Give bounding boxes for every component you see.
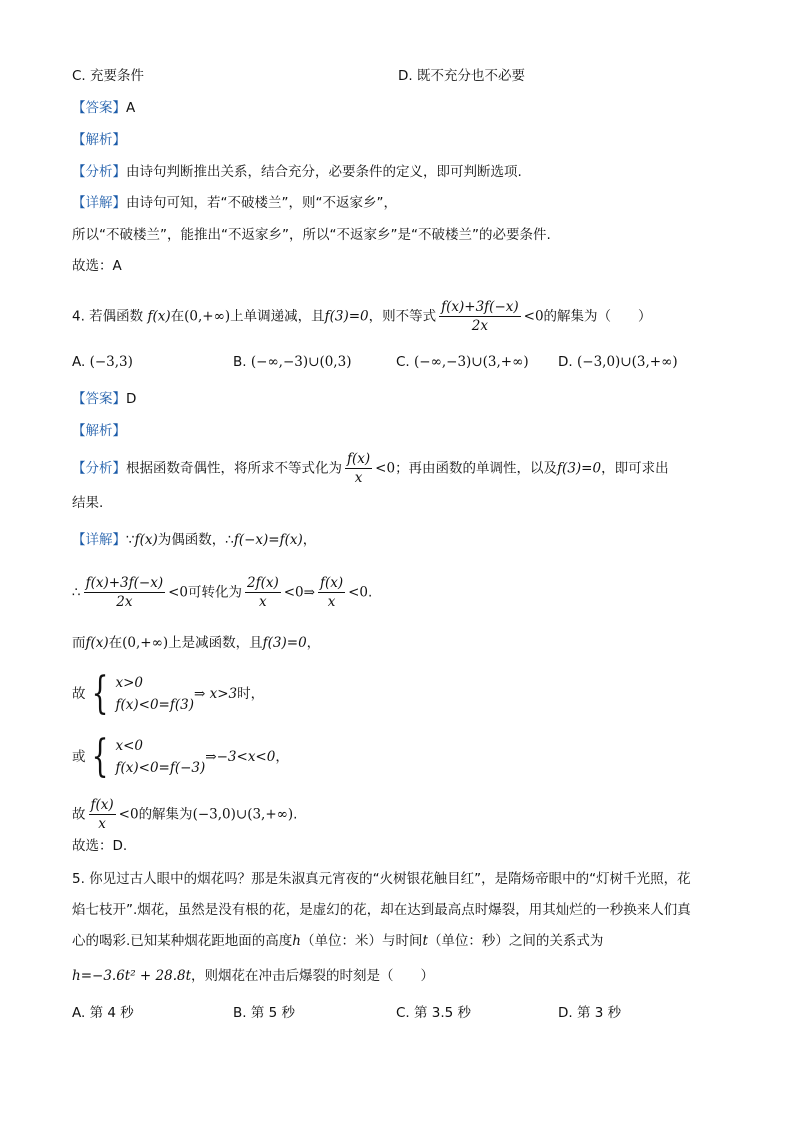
- option-letter: A.: [72, 354, 86, 370]
- xj1-fx: f(x): [134, 532, 158, 548]
- q4-fenxi: [72, 450, 669, 487]
- q5-l3-b: （单位：米）与时间: [301, 933, 423, 949]
- xiangjie-text-1: 由诗句可知，若“不破楼兰”，则“不返家乡”，: [126, 195, 397, 211]
- fraction-numerator: f(x): [347, 451, 371, 467]
- fraction-numerator: 2f(x): [247, 575, 279, 591]
- left-brace: {: [91, 668, 108, 719]
- case1-implies: ⇒ x>3: [193, 686, 238, 702]
- q4-fx: f(x): [147, 308, 171, 325]
- q5-l3-c: （单位：秒）之间的关系式为: [427, 933, 604, 949]
- q4-stem-d: ，则不等式: [368, 308, 437, 325]
- q5-option-a: A. 第 4 秒: [72, 1005, 134, 1021]
- left-brace: {: [91, 731, 108, 782]
- fraction-denominator: x: [98, 816, 106, 832]
- q4-stem-a: 4. 若偶函数: [72, 308, 144, 325]
- q5-option-b: B. 第 5 秒: [233, 1005, 296, 1021]
- therefore-symbol: ∴: [72, 584, 81, 601]
- xj3-text-b: 在: [108, 635, 123, 651]
- q5-equation: h=−3.6t² + 28.8t: [72, 968, 192, 984]
- case2-implies: ⇒−3<x<0: [205, 749, 276, 765]
- xiangjie-label: 【详解】: [72, 195, 126, 211]
- fraction-numerator: f(x): [90, 797, 114, 813]
- xj2-end: .: [368, 584, 373, 601]
- case2-row-2: f(x)<0=f(−3): [115, 760, 206, 776]
- q4-option-c: [396, 352, 529, 372]
- xj2-rhs-1: <0: [168, 584, 188, 601]
- q4-inequality-fraction: [439, 298, 521, 335]
- fenxi-fraction: [345, 450, 372, 487]
- case1-rows: [116, 672, 194, 716]
- xj3-f3: f(3)=0: [262, 635, 307, 651]
- q4-xiangjie-1: [72, 530, 316, 550]
- q3-option-c: C. 充要条件: [72, 68, 145, 84]
- xiangjie-label: 【详解】: [72, 532, 126, 548]
- q4-stem-b: 在: [170, 308, 185, 325]
- fraction-denominator: x: [354, 470, 363, 486]
- sol-set: (−3,0)∪(3,+∞): [192, 806, 294, 823]
- q4-xiangjie-2: [72, 574, 372, 611]
- q5-h: h: [292, 933, 301, 949]
- sol-fraction: [89, 796, 116, 833]
- fenxi-rhs: <0: [375, 460, 396, 477]
- q4-option-d: [558, 352, 678, 372]
- answer-value: D: [126, 391, 137, 407]
- xj1-eq: f(−x)=f(x): [233, 532, 303, 548]
- option-letter: C.: [396, 354, 410, 370]
- q4-answer: [72, 389, 136, 409]
- q4-stem: [72, 298, 652, 335]
- q4-ineq-rhs: <0: [523, 308, 544, 325]
- because-symbol: ∵: [126, 532, 135, 548]
- option-value: (−3,3): [89, 354, 133, 370]
- q3-xiangjie: [72, 193, 397, 213]
- q4-solution-set: [72, 796, 297, 833]
- option-value: (−∞,−3)∪(3,+∞): [414, 354, 529, 370]
- case1-system: [86, 668, 194, 719]
- q4-stem-e: 的解集为（ ）: [543, 308, 652, 325]
- fenxi-label: 【分析】: [72, 164, 126, 180]
- q5-line-2: 焰七枝开”.烟花，虽然是没有根的花，是虚幻的花，却在达到最高点时爆裂，用其灿烂的一秒换来人们真: [72, 902, 691, 918]
- fraction-denominator: x: [259, 594, 267, 610]
- case2-row-1: x<0: [115, 738, 144, 754]
- fraction-denominator: 2x: [116, 594, 133, 610]
- xj3-text-a: 而: [72, 635, 86, 651]
- q3-option-d: D. 既不充分也不必要: [398, 68, 525, 84]
- xj2-fraction-2: [245, 574, 281, 611]
- case1-end: 时，: [237, 686, 265, 702]
- case2-pre: 或: [72, 749, 86, 765]
- answer-label: 【答案】: [72, 100, 126, 116]
- q4-choose: 故选：D.: [72, 838, 128, 854]
- case1-row-2: f(x)<0=f(3): [115, 697, 194, 713]
- q4-xiangjie-3: [72, 633, 320, 653]
- xj3-fx: f(x): [85, 635, 109, 651]
- option-value: (−∞,−3)∪(0,3): [250, 354, 352, 370]
- fenxi-text-b: ；再由函数的单调性，以及: [395, 460, 558, 477]
- option-value: (−3,0)∪(3,+∞): [576, 354, 678, 370]
- answer-value: A: [126, 100, 136, 116]
- q4-fenxi-d: 结果.: [72, 495, 104, 511]
- q5-line-1: 5. 你见过古人眼中的烟花吗？那是朱淑真元宵夜的“火树银花触目红”，是隋炀帝眼中的“灯树千光照，花: [72, 871, 691, 887]
- xj2-rhs-3: <0: [348, 584, 369, 601]
- xj3-interval: (0,+∞): [122, 635, 169, 651]
- q4-case-2: [72, 731, 289, 782]
- sol-pre: 故: [72, 806, 86, 823]
- q4-interval: (0,+∞): [184, 308, 231, 325]
- q3-choose: 故选：A: [72, 258, 122, 274]
- answer-label: 【答案】: [72, 391, 126, 407]
- fraction-numerator: f(x): [319, 575, 344, 591]
- q5-line-4: [72, 966, 434, 986]
- q5-l3-a: 心的喝彩.已知某种烟花距地面的高度: [72, 933, 293, 949]
- q5-option-d: D. 第 3 秒: [558, 1005, 622, 1021]
- xj2-mid: 可转化为: [188, 584, 242, 601]
- q4-f3: f(3)=0: [324, 308, 369, 325]
- fraction-numerator: f(x)+3f(−x): [85, 575, 164, 591]
- xj3-text-c: 上是减函数，且: [168, 635, 263, 651]
- sol-rhs: <0: [118, 806, 139, 823]
- q5-line-3: [72, 931, 603, 951]
- option-letter: B.: [233, 354, 247, 370]
- q5-l4-b: ，则烟花在冲击后爆裂的时刻是（ ）: [191, 968, 435, 984]
- q3-fenxi: [72, 162, 522, 182]
- sol-end: .: [293, 806, 298, 823]
- option-letter: D.: [558, 354, 573, 370]
- fraction-denominator: x: [327, 594, 336, 610]
- q5-t: t: [422, 933, 428, 949]
- q4-analysis-label: 【解析】: [72, 423, 126, 439]
- q3-xiangjie-2: 所以“不破楼兰”，能推出“不返家乡”，所以“不返家乡”是“不破楼兰”的必要条件.: [72, 227, 551, 243]
- case2-system: [86, 731, 206, 782]
- fenxi-text-c: ，即可求出: [601, 460, 669, 477]
- xj3-text-d: ，: [306, 635, 321, 651]
- fenxi-label: 【分析】: [72, 460, 126, 477]
- case1-pre: 故: [72, 686, 86, 702]
- fraction-denominator: 2x: [471, 318, 488, 334]
- q3-answer: [72, 98, 135, 118]
- xj1-comma: ，: [302, 532, 317, 548]
- q5-option-c: C. 第 3.5 秒: [396, 1005, 472, 1021]
- xj1-text: 为偶函数，∴: [157, 532, 234, 548]
- fenxi-f3: f(3)=0: [557, 460, 602, 477]
- q3-analysis-label: 【解析】: [72, 132, 126, 148]
- q4-option-a: [72, 352, 133, 372]
- q4-stem-c: 上单调递减，且: [230, 308, 325, 325]
- case2-end: ，: [275, 749, 289, 765]
- case2-rows: [116, 735, 206, 779]
- fraction-numerator: f(x)+3f(−x): [441, 299, 519, 315]
- fenxi-text: 由诗句判断推出关系，结合充分，必要条件的定义，即可判断选项.: [126, 164, 522, 180]
- xj2-fraction-3: [318, 574, 345, 611]
- case1-row-1: x>0: [115, 675, 144, 691]
- q4-option-b: [233, 352, 351, 372]
- fenxi-text-a: 根据函数奇偶性，将所求不等式化为: [126, 460, 342, 477]
- xj2-rhs-2: <0⇒: [283, 584, 315, 601]
- sol-mid: 的解集为: [138, 806, 193, 823]
- q4-case-1: [72, 668, 265, 719]
- xj2-fraction-1: [84, 574, 166, 611]
